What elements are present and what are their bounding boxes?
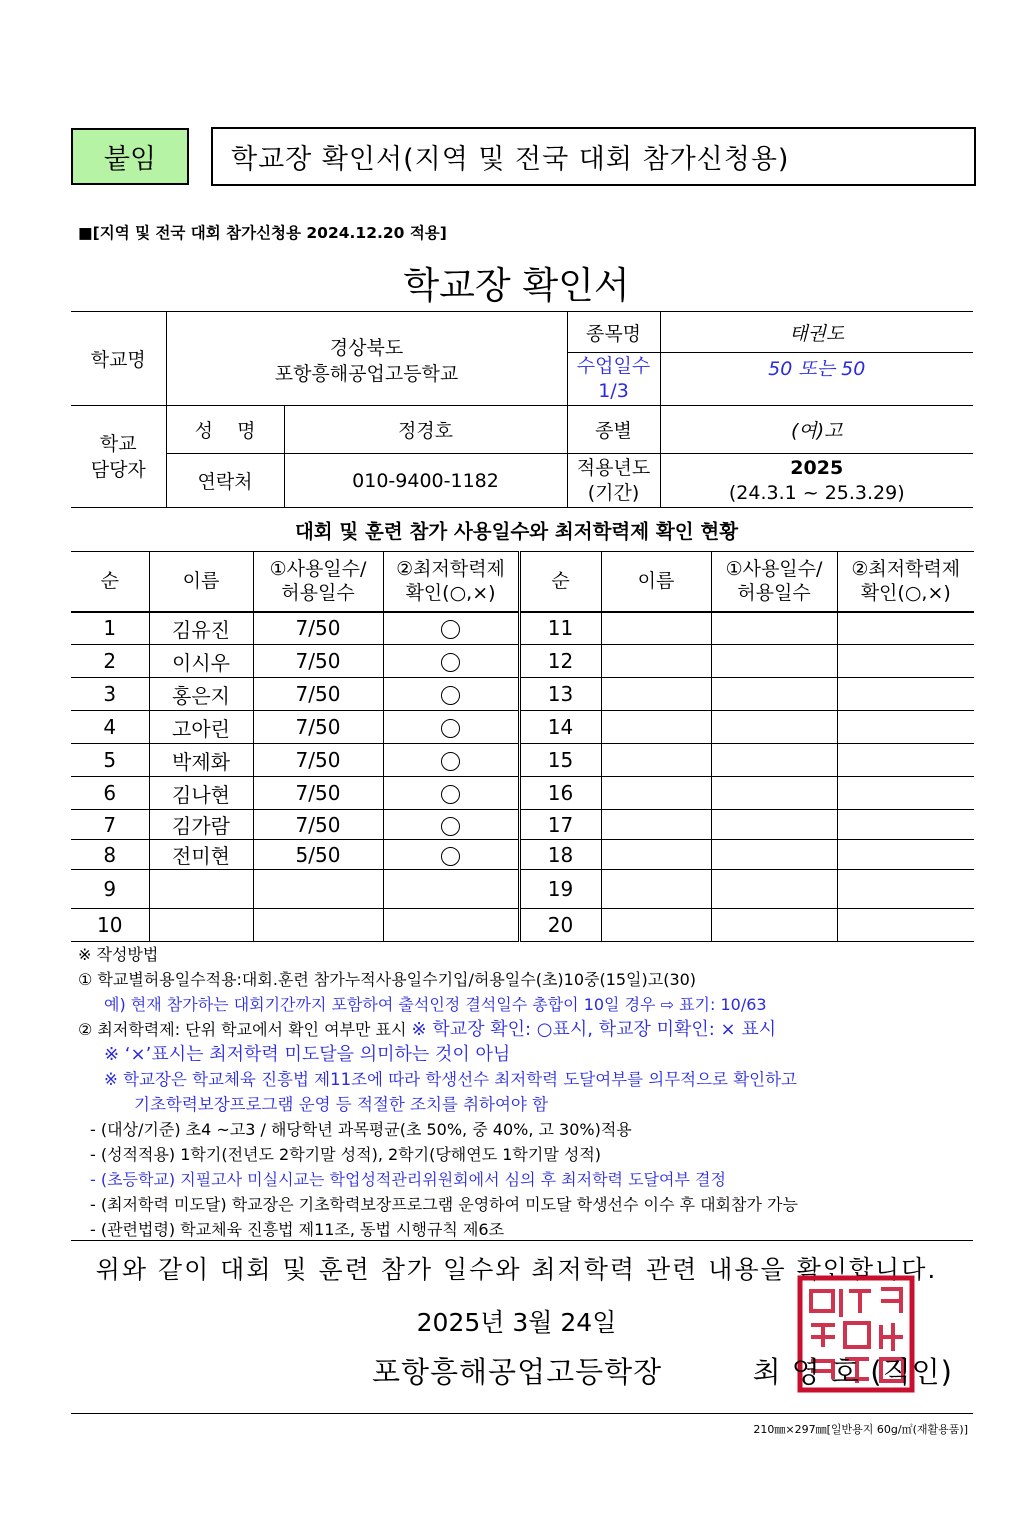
row-days-right <box>711 870 837 909</box>
table-row <box>71 909 974 942</box>
year-number: 2025 <box>790 456 844 479</box>
row-name-right <box>601 678 711 711</box>
row-days: 7/50 <box>253 777 383 810</box>
school-name-label: 학교명 <box>71 312 166 406</box>
school-days-ratio: 1/3 <box>598 380 629 402</box>
row-name: 김가람 <box>149 810 253 840</box>
header-days-right-line1: ①사용일수/ <box>725 558 823 581</box>
header-name-right: 이름 <box>601 552 711 612</box>
row-days <box>253 909 383 942</box>
row-no: 9 <box>71 870 149 909</box>
school-days-title: 수업일수 <box>576 355 651 377</box>
writing-instructions <box>78 942 978 1242</box>
row-check <box>383 645 519 678</box>
row-no-right: 14 <box>519 711 601 744</box>
section-title: 대회 및 훈련 참가 사용일수와 최저학력제 확인 현황 <box>294 520 739 543</box>
row-name-right <box>601 870 711 909</box>
row-no-right: 11 <box>519 612 601 645</box>
row-days: 7/50 <box>253 678 383 711</box>
header-no: 순 <box>71 552 149 612</box>
method-bullet: - (대상/기준) 초4 ~고3 / 해당학년 과목평균(초 50%, 중 40%, 고 30%)적용 <box>90 1120 632 1139</box>
row-days-right <box>711 612 837 645</box>
method-note: 기초학력보장프로그램 운영 등 적절한 조치를 취하여야 함 <box>134 1095 549 1114</box>
row-no-right: 13 <box>519 678 601 711</box>
row-no-right: 12 <box>519 645 601 678</box>
row-no: 10 <box>71 909 149 942</box>
circle-mark-icon <box>441 719 460 738</box>
row-days: 7/50 <box>253 645 383 678</box>
table-row <box>71 810 974 840</box>
attachment-badge: 붙임 <box>71 128 189 185</box>
circle-mark-icon <box>441 620 460 639</box>
staff-label-line2: 담당자 <box>90 458 146 481</box>
method-text: ② 최저학력제: 단위 학교에서 확인 여부만 표시 <box>78 1020 412 1039</box>
row-check <box>383 810 519 840</box>
participant-table <box>71 551 974 942</box>
header-days-right <box>711 552 837 612</box>
row-check <box>383 870 519 909</box>
circle-mark-icon <box>441 817 460 836</box>
school-region: 경상북도 <box>329 336 404 359</box>
row-no: 7 <box>71 810 149 840</box>
apply-note: ■[지역 및 전국 대회 참가신청용 2024.12.20 적용] <box>78 224 447 242</box>
row-days-right <box>711 777 837 810</box>
row-name-right <box>601 777 711 810</box>
row-no: 2 <box>71 645 149 678</box>
row-check <box>383 612 519 645</box>
seal-label: (직인) <box>870 1355 953 1389</box>
row-check <box>383 777 519 810</box>
row-no: 6 <box>71 777 149 810</box>
row-days <box>253 870 383 909</box>
row-check-right <box>837 777 974 810</box>
confirmation-text: 위와 같이 대회 및 훈련 참가 일수와 최저학력 관련 내용을 확인합니다. <box>95 1255 938 1284</box>
row-name: 이시우 <box>149 645 253 678</box>
header-minimum <box>383 552 519 612</box>
row-name-right <box>601 744 711 777</box>
school-days-label <box>567 353 660 406</box>
row-check <box>383 840 519 870</box>
header-days <box>253 552 383 612</box>
row-days: 7/50 <box>253 744 383 777</box>
method-bullet: - (최저학력 미도달) 학교장은 기초학력보장프로그램 운영하여 미도달 학생선수 이수 후 대회참가 가능 <box>90 1195 798 1214</box>
method-heading: ※ 작성방법 <box>78 945 159 964</box>
row-no-right: 17 <box>519 810 601 840</box>
circle-mark-icon <box>441 686 460 705</box>
row-name-right <box>601 840 711 870</box>
header-name: 이름 <box>149 552 253 612</box>
row-check <box>383 678 519 711</box>
row-days-right <box>711 744 837 777</box>
year-label-line1: 적용년도 <box>576 456 651 479</box>
row-check <box>383 711 519 744</box>
row-days-right <box>711 645 837 678</box>
row-name-right <box>601 612 711 645</box>
row-name-right <box>601 711 711 744</box>
table-row <box>71 711 974 744</box>
row-name-right <box>601 645 711 678</box>
row-name: 고아린 <box>149 711 253 744</box>
method-highlight: ※ 학교장 확인: ○표시, 학교장 미확인: × 표시 <box>411 1019 777 1040</box>
row-name: 박제화 <box>149 744 253 777</box>
staff-name-value: 정경호 <box>284 406 567 454</box>
year-value <box>660 454 973 508</box>
row-days-right <box>711 909 837 942</box>
footer-divider <box>71 1413 973 1414</box>
row-days: 7/50 <box>253 612 383 645</box>
confirmation-date: 2025년 3월 24일 <box>416 1308 617 1337</box>
row-check-right <box>837 645 974 678</box>
method-bullet: - (관련법령) 학교체육 진흥법 제11조, 동법 시행규칙 제6조 <box>90 1220 505 1239</box>
form-title: 학교장 확인서 <box>403 264 630 307</box>
row-days-right <box>711 711 837 744</box>
row-days: 5/50 <box>253 840 383 870</box>
header-minimum-right-line2: 확인(○,×) <box>860 582 951 605</box>
event-label: 종목명 <box>567 312 660 353</box>
circle-mark-icon <box>441 785 460 804</box>
contact-value: 010-9400-1182 <box>284 454 567 508</box>
row-name: 홍은지 <box>149 678 253 711</box>
row-check-right <box>837 810 974 840</box>
header-days-right-line2: 허용일수 <box>737 582 811 605</box>
school-info-table <box>71 311 973 508</box>
row-days-right <box>711 810 837 840</box>
method-bullet: - (초등학교) 지필고사 미실시교는 학업성적관리위원회에서 심의 후 최저학력 도달여부 결정 <box>90 1170 726 1189</box>
row-days-right <box>711 840 837 870</box>
row-check-right <box>837 840 974 870</box>
year-label-line2: (기간) <box>587 481 640 504</box>
paper-spec: 210㎜×297㎜[일반용지 60g/㎡(재활용품)] <box>753 1423 968 1436</box>
divider <box>71 1240 973 1241</box>
staff-label-line1: 학교 <box>99 432 137 455</box>
row-no-right: 20 <box>519 909 601 942</box>
school-name-value <box>166 312 567 406</box>
contact-label: 연락처 <box>166 454 284 508</box>
method-note: ※ ‘×’표시는 최저학력 미도달을 의미하는 것이 아님 <box>104 1044 511 1065</box>
row-check-right <box>837 612 974 645</box>
row-no: 1 <box>71 612 149 645</box>
header-minimum-right <box>837 552 974 612</box>
signer-line <box>372 1350 953 1391</box>
row-days-right <box>711 678 837 711</box>
row-name <box>149 909 253 942</box>
table-row <box>71 612 974 645</box>
row-check <box>383 909 519 942</box>
type-value: (여)고 <box>660 406 973 454</box>
table-row <box>71 840 974 870</box>
header-minimum-line1: ②최저학력제 <box>396 558 505 581</box>
staff-label <box>71 406 166 508</box>
table-row <box>71 645 974 678</box>
principal-name: 최 영 호 <box>752 1355 861 1389</box>
row-check <box>383 744 519 777</box>
method-line <box>78 1017 978 1042</box>
header-minimum-right-line1: ②최저학력제 <box>851 558 961 581</box>
row-no: 8 <box>71 840 149 870</box>
row-no: 3 <box>71 678 149 711</box>
circle-mark-icon <box>441 752 460 771</box>
header-minimum-line2: 확인(○,×) <box>405 582 496 605</box>
row-no-right: 18 <box>519 840 601 870</box>
row-name: 김유진 <box>149 612 253 645</box>
row-check-right <box>837 744 974 777</box>
row-check-right <box>837 678 974 711</box>
row-name <box>149 870 253 909</box>
method-line: ① 학교별허용일수적용:대회.훈련 참가누적사용일수기입/허용일수(초)10중(15일)고(30) <box>78 970 697 989</box>
row-check-right <box>837 909 974 942</box>
method-bullet: - (성적적용) 1학기(전년도 2학기말 성적), 2학기(당해연도 1학기말 성적) <box>90 1145 602 1164</box>
circle-mark-icon <box>441 847 460 866</box>
type-label: 종별 <box>567 406 660 454</box>
header-days-line2: 허용일수 <box>281 582 355 605</box>
event-value: 태권도 <box>660 312 973 353</box>
signer-title: 포항흥해공업고등학장 <box>372 1355 663 1389</box>
row-name-right <box>601 909 711 942</box>
document-title: 학교장 확인서(지역 및 전국 대회 참가신청용) <box>211 127 976 186</box>
method-note: ※ 학교장은 학교체육 진흥법 제11조에 따라 학생선수 최저학력 도달여부를 의무적으로 확인하고 <box>104 1070 797 1089</box>
row-no: 4 <box>71 711 149 744</box>
header-days-line1: ①사용일수/ <box>269 558 367 581</box>
table-row <box>71 777 974 810</box>
year-period: (24.3.1 ~ 25.3.29) <box>728 481 905 504</box>
table-row <box>71 678 974 711</box>
row-name: 전미현 <box>149 840 253 870</box>
circle-mark-icon <box>441 653 460 672</box>
row-no-right: 15 <box>519 744 601 777</box>
table-row <box>71 870 974 909</box>
row-no-right: 19 <box>519 870 601 909</box>
row-no-right: 16 <box>519 777 601 810</box>
table-row <box>71 744 974 777</box>
method-example: 예) 현재 참가하는 대회기간까지 포함하여 출석인정 결석일수 총합이 10일 경우 ⇨ 표기: 10/63 <box>104 995 767 1014</box>
school-name: 포항흥해공업고등학교 <box>274 362 459 385</box>
row-name-right <box>601 810 711 840</box>
row-name: 김나현 <box>149 777 253 810</box>
year-label <box>567 454 660 508</box>
row-days: 7/50 <box>253 810 383 840</box>
staff-name-label: 성 명 <box>166 406 284 454</box>
row-check-right <box>837 711 974 744</box>
school-days-value: 50 또는 50 <box>660 353 973 406</box>
row-days: 7/50 <box>253 711 383 744</box>
row-no: 5 <box>71 744 149 777</box>
header-no-right: 순 <box>519 552 601 612</box>
row-check-right <box>837 870 974 909</box>
